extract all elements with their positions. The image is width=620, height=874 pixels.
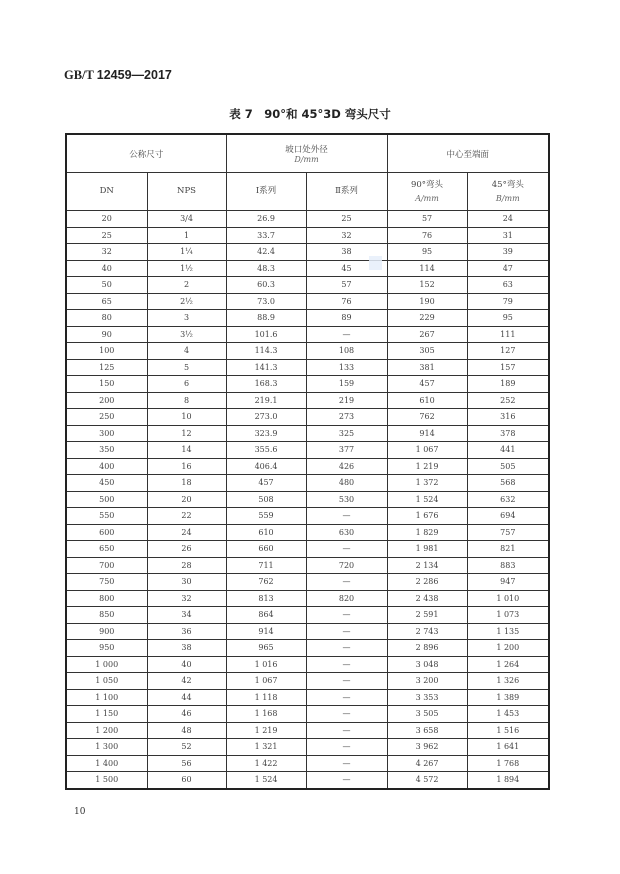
series-2-cell: — bbox=[306, 673, 387, 690]
elbow-45-cell: 1 768 bbox=[467, 755, 549, 772]
table-row bbox=[66, 277, 549, 294]
elbow-45-cell: 1 073 bbox=[467, 607, 549, 624]
series-1-cell: 914 bbox=[226, 623, 306, 640]
series-1-cell: 141.3 bbox=[226, 359, 306, 376]
series-2-cell: 57 bbox=[306, 277, 387, 294]
series-2-cell: — bbox=[306, 623, 387, 640]
nps-cell: 56 bbox=[147, 755, 226, 772]
table-row bbox=[66, 673, 549, 690]
table-body bbox=[66, 211, 549, 789]
nps-cell: 1½ bbox=[147, 260, 226, 277]
series-1-cell: 1 321 bbox=[226, 739, 306, 756]
elbow-45-cell: 821 bbox=[467, 541, 549, 558]
nps-cell: 1¼ bbox=[147, 244, 226, 261]
series-2-cell: 32 bbox=[306, 227, 387, 244]
nps-cell: 3 bbox=[147, 310, 226, 327]
nps-cell: 8 bbox=[147, 392, 226, 409]
dn-cell: 1 400 bbox=[66, 755, 147, 772]
elbow-90-cell: 4 572 bbox=[387, 772, 467, 789]
table-row bbox=[66, 722, 549, 739]
dn-cell: 50 bbox=[66, 277, 147, 294]
elbow-45-cell: 1 010 bbox=[467, 590, 549, 607]
table-row bbox=[66, 310, 549, 327]
nps-cell: 10 bbox=[147, 409, 226, 426]
nps-cell: 60 bbox=[147, 772, 226, 789]
elbow-45-cell: 1 326 bbox=[467, 673, 549, 690]
nps-cell: 2½ bbox=[147, 293, 226, 310]
series-2-cell: — bbox=[306, 722, 387, 739]
series-2-cell: — bbox=[306, 640, 387, 657]
elbow-45-cell: 1 516 bbox=[467, 722, 549, 739]
dn-cell: 150 bbox=[66, 376, 147, 393]
series-1-cell: 26.9 bbox=[226, 211, 306, 228]
series-2-cell: — bbox=[306, 772, 387, 789]
elbow-90-cell: 914 bbox=[387, 425, 467, 442]
elbow-90-cell: 190 bbox=[387, 293, 467, 310]
elbow-45-cell: 24 bbox=[467, 211, 549, 228]
dn-cell: 1 100 bbox=[66, 689, 147, 706]
series-1-cell: 1 168 bbox=[226, 706, 306, 723]
header-series-2: Ⅱ系列 bbox=[306, 173, 387, 211]
nps-cell: 36 bbox=[147, 623, 226, 640]
table-row bbox=[66, 491, 549, 508]
series-2-cell: 159 bbox=[306, 376, 387, 393]
series-1-cell: 864 bbox=[226, 607, 306, 624]
elbow-45-cell: 1 200 bbox=[467, 640, 549, 657]
elbow-45-cell: 694 bbox=[467, 508, 549, 525]
table-row bbox=[66, 755, 549, 772]
series-2-cell: — bbox=[306, 656, 387, 673]
dn-cell: 600 bbox=[66, 524, 147, 541]
nps-cell: 4 bbox=[147, 343, 226, 360]
dn-cell: 300 bbox=[66, 425, 147, 442]
elbow-90-cell: 2 438 bbox=[387, 590, 467, 607]
dn-cell: 450 bbox=[66, 475, 147, 492]
header-nominal-size: 公称尺寸 bbox=[66, 134, 226, 173]
dn-cell: 1 500 bbox=[66, 772, 147, 789]
table-row bbox=[66, 260, 549, 277]
series-2-cell: 76 bbox=[306, 293, 387, 310]
series-1-cell: 762 bbox=[226, 574, 306, 591]
series-2-cell: 219 bbox=[306, 392, 387, 409]
standard-code bbox=[64, 68, 172, 83]
elbow-45-cell: 47 bbox=[467, 260, 549, 277]
table-row bbox=[66, 640, 549, 657]
nps-cell: 44 bbox=[147, 689, 226, 706]
elbow-90-cell: 762 bbox=[387, 409, 467, 426]
series-1-cell: 168.3 bbox=[226, 376, 306, 393]
elbow-90-cell: 76 bbox=[387, 227, 467, 244]
table-row bbox=[66, 376, 549, 393]
series-2-cell: 273 bbox=[306, 409, 387, 426]
elbow-45-cell: 79 bbox=[467, 293, 549, 310]
elbow-90-cell: 610 bbox=[387, 392, 467, 409]
series-1-cell: 42.4 bbox=[226, 244, 306, 261]
elbow-45-cell: 1 264 bbox=[467, 656, 549, 673]
series-2-cell: 25 bbox=[306, 211, 387, 228]
table-row bbox=[66, 656, 549, 673]
nps-cell: 18 bbox=[147, 475, 226, 492]
dn-cell: 750 bbox=[66, 574, 147, 591]
elbow-45-cell: 378 bbox=[467, 425, 549, 442]
elbow-90-cell: 3 200 bbox=[387, 673, 467, 690]
table-row bbox=[66, 607, 549, 624]
nps-cell: 22 bbox=[147, 508, 226, 525]
nps-cell: 3/4 bbox=[147, 211, 226, 228]
elbow-45-cell: 505 bbox=[467, 458, 549, 475]
standard-number: 12459—2017 bbox=[96, 68, 172, 82]
series-1-cell: 660 bbox=[226, 541, 306, 558]
elbow-45-cell: 95 bbox=[467, 310, 549, 327]
nps-cell: 42 bbox=[147, 673, 226, 690]
header-elbow-45-label: 45°弯头 bbox=[491, 179, 524, 190]
table-row bbox=[66, 574, 549, 591]
elbow-90-cell: 95 bbox=[387, 244, 467, 261]
elbow-90-cell: 1 219 bbox=[387, 458, 467, 475]
series-2-cell: 377 bbox=[306, 442, 387, 459]
nps-cell: 32 bbox=[147, 590, 226, 607]
elbow-90-cell: 3 048 bbox=[387, 656, 467, 673]
dn-cell: 700 bbox=[66, 557, 147, 574]
elbow-45-cell: 1 389 bbox=[467, 689, 549, 706]
dn-cell: 950 bbox=[66, 640, 147, 657]
table-row bbox=[66, 359, 549, 376]
elbow-45-cell: 947 bbox=[467, 574, 549, 591]
header-elbow-45-unit: B/mm bbox=[495, 193, 520, 203]
table-row bbox=[66, 623, 549, 640]
series-1-cell: 406.4 bbox=[226, 458, 306, 475]
nps-cell: 26 bbox=[147, 541, 226, 558]
elbow-45-cell: 111 bbox=[467, 326, 549, 343]
series-1-cell: 508 bbox=[226, 491, 306, 508]
series-1-cell: 813 bbox=[226, 590, 306, 607]
dn-cell: 850 bbox=[66, 607, 147, 624]
dn-cell: 400 bbox=[66, 458, 147, 475]
table-row bbox=[66, 293, 549, 310]
elbow-90-cell: 1 981 bbox=[387, 541, 467, 558]
nps-cell: 34 bbox=[147, 607, 226, 624]
nps-cell: 48 bbox=[147, 722, 226, 739]
elbow-45-cell: 441 bbox=[467, 442, 549, 459]
standard-prefix: GB/T bbox=[64, 68, 94, 82]
elbow-90-cell: 2 743 bbox=[387, 623, 467, 640]
header-elbow-90 bbox=[387, 173, 467, 211]
series-1-cell: 219.1 bbox=[226, 392, 306, 409]
nps-cell: 28 bbox=[147, 557, 226, 574]
page-number: 10 bbox=[74, 807, 86, 817]
dn-cell: 200 bbox=[66, 392, 147, 409]
header-outer-diameter bbox=[226, 134, 387, 173]
series-2-cell: 426 bbox=[306, 458, 387, 475]
nps-cell: 52 bbox=[147, 739, 226, 756]
series-2-cell: 720 bbox=[306, 557, 387, 574]
series-2-cell: — bbox=[306, 739, 387, 756]
elbow-90-cell: 1 372 bbox=[387, 475, 467, 492]
table-row bbox=[66, 557, 549, 574]
dn-cell: 65 bbox=[66, 293, 147, 310]
table-row bbox=[66, 475, 549, 492]
series-2-cell: — bbox=[306, 574, 387, 591]
elbow-90-cell: 3 962 bbox=[387, 739, 467, 756]
table-row bbox=[66, 541, 549, 558]
elbow-90-cell: 267 bbox=[387, 326, 467, 343]
dn-cell: 800 bbox=[66, 590, 147, 607]
table-row bbox=[66, 689, 549, 706]
nps-cell: 3½ bbox=[147, 326, 226, 343]
elbow-45-cell: 1 453 bbox=[467, 706, 549, 723]
header-nps: NPS bbox=[147, 173, 226, 211]
header-center-to-end: 中心至端面 bbox=[387, 134, 549, 173]
elbow-90-cell: 4 267 bbox=[387, 755, 467, 772]
dn-cell: 1 000 bbox=[66, 656, 147, 673]
series-2-cell: — bbox=[306, 607, 387, 624]
header-elbow-90-unit: A/mm bbox=[415, 193, 439, 203]
elbow-45-cell: 252 bbox=[467, 392, 549, 409]
header-elbow-90-label: 90°弯头 bbox=[410, 179, 444, 190]
dn-cell: 350 bbox=[66, 442, 147, 459]
dn-cell: 550 bbox=[66, 508, 147, 525]
dn-cell: 1 200 bbox=[66, 722, 147, 739]
table-row bbox=[66, 706, 549, 723]
series-1-cell: 1 118 bbox=[226, 689, 306, 706]
elbow-45-cell: 1 894 bbox=[467, 772, 549, 789]
elbow-90-cell: 1 676 bbox=[387, 508, 467, 525]
series-2-cell: — bbox=[306, 689, 387, 706]
elbow-90-cell: 1 829 bbox=[387, 524, 467, 541]
series-1-cell: 610 bbox=[226, 524, 306, 541]
dn-cell: 1 050 bbox=[66, 673, 147, 690]
nps-cell: 24 bbox=[147, 524, 226, 541]
nps-cell: 46 bbox=[147, 706, 226, 723]
elbow-45-cell: 757 bbox=[467, 524, 549, 541]
series-1-cell: 33.7 bbox=[226, 227, 306, 244]
elbow-45-cell: 568 bbox=[467, 475, 549, 492]
table-row bbox=[66, 326, 549, 343]
header-elbow-45 bbox=[467, 173, 549, 211]
table-row bbox=[66, 458, 549, 475]
dn-cell: 100 bbox=[66, 343, 147, 360]
table-title: 表 7 90°和 45°3D 弯头尺寸 bbox=[229, 107, 391, 121]
table-row bbox=[66, 425, 549, 442]
series-2-cell: 89 bbox=[306, 310, 387, 327]
elbow-90-cell: 2 286 bbox=[387, 574, 467, 591]
elbow-90-cell: 457 bbox=[387, 376, 467, 393]
elbow-45-cell: 63 bbox=[467, 277, 549, 294]
nps-cell: 16 bbox=[147, 458, 226, 475]
elbow-90-cell: 381 bbox=[387, 359, 467, 376]
table-row bbox=[66, 739, 549, 756]
group-header-row bbox=[66, 134, 549, 173]
series-1-cell: 457 bbox=[226, 475, 306, 492]
series-1-cell: 73.0 bbox=[226, 293, 306, 310]
nps-cell: 12 bbox=[147, 425, 226, 442]
elbow-45-cell: 1 641 bbox=[467, 739, 549, 756]
dn-cell: 1 300 bbox=[66, 739, 147, 756]
series-2-cell: 820 bbox=[306, 590, 387, 607]
elbow-45-cell: 632 bbox=[467, 491, 549, 508]
dn-cell: 40 bbox=[66, 260, 147, 277]
elbow-45-cell: 39 bbox=[467, 244, 549, 261]
series-1-cell: 323.9 bbox=[226, 425, 306, 442]
header-dn: DN bbox=[66, 173, 147, 211]
series-2-cell: 630 bbox=[306, 524, 387, 541]
series-1-cell: 1 016 bbox=[226, 656, 306, 673]
table-row bbox=[66, 524, 549, 541]
table-row bbox=[66, 508, 549, 525]
elbow-45-cell: 157 bbox=[467, 359, 549, 376]
table-row bbox=[66, 409, 549, 426]
series-1-cell: 114.3 bbox=[226, 343, 306, 360]
series-1-cell: 101.6 bbox=[226, 326, 306, 343]
elbow-45-cell: 1 135 bbox=[467, 623, 549, 640]
series-2-cell: — bbox=[306, 706, 387, 723]
series-2-cell: 480 bbox=[306, 475, 387, 492]
series-2-cell: 45 bbox=[306, 260, 387, 277]
nps-cell: 40 bbox=[147, 656, 226, 673]
elbow-90-cell: 2 896 bbox=[387, 640, 467, 657]
elbow-90-cell: 3 505 bbox=[387, 706, 467, 723]
series-2-cell: 38 bbox=[306, 244, 387, 261]
table-row bbox=[66, 392, 549, 409]
header-series-1: Ⅰ系列 bbox=[226, 173, 306, 211]
dn-cell: 20 bbox=[66, 211, 147, 228]
series-1-cell: 1 524 bbox=[226, 772, 306, 789]
nps-cell: 2 bbox=[147, 277, 226, 294]
elbow-90-cell: 3 353 bbox=[387, 689, 467, 706]
series-1-cell: 88.9 bbox=[226, 310, 306, 327]
series-1-cell: 559 bbox=[226, 508, 306, 525]
nps-cell: 20 bbox=[147, 491, 226, 508]
dn-cell: 900 bbox=[66, 623, 147, 640]
dn-cell: 500 bbox=[66, 491, 147, 508]
header-outer-diameter-label: 坡口处外径 bbox=[285, 145, 328, 155]
elbow-90-cell: 152 bbox=[387, 277, 467, 294]
series-1-cell: 711 bbox=[226, 557, 306, 574]
series-1-cell: 355.6 bbox=[226, 442, 306, 459]
table-row bbox=[66, 442, 549, 459]
elbow-45-cell: 883 bbox=[467, 557, 549, 574]
series-2-cell: — bbox=[306, 508, 387, 525]
series-1-cell: 60.3 bbox=[226, 277, 306, 294]
dn-cell: 25 bbox=[66, 227, 147, 244]
elbow-45-cell: 31 bbox=[467, 227, 549, 244]
series-1-cell: 273.0 bbox=[226, 409, 306, 426]
elbow-dimensions-table bbox=[65, 133, 550, 790]
nps-cell: 38 bbox=[147, 640, 226, 657]
table-row bbox=[66, 227, 549, 244]
elbow-45-cell: 189 bbox=[467, 376, 549, 393]
dn-cell: 90 bbox=[66, 326, 147, 343]
series-2-cell: — bbox=[306, 326, 387, 343]
series-1-cell: 48.3 bbox=[226, 260, 306, 277]
series-2-cell: 530 bbox=[306, 491, 387, 508]
nps-cell: 14 bbox=[147, 442, 226, 459]
series-2-cell: — bbox=[306, 541, 387, 558]
elbow-90-cell: 229 bbox=[387, 310, 467, 327]
scan-artifact bbox=[369, 256, 382, 270]
elbow-45-cell: 127 bbox=[467, 343, 549, 360]
series-1-cell: 965 bbox=[226, 640, 306, 657]
dn-cell: 250 bbox=[66, 409, 147, 426]
dn-cell: 650 bbox=[66, 541, 147, 558]
nps-cell: 6 bbox=[147, 376, 226, 393]
table-row bbox=[66, 772, 549, 789]
elbow-90-cell: 2 134 bbox=[387, 557, 467, 574]
nps-cell: 5 bbox=[147, 359, 226, 376]
elbow-90-cell: 305 bbox=[387, 343, 467, 360]
dn-cell: 32 bbox=[66, 244, 147, 261]
table-row bbox=[66, 590, 549, 607]
nps-cell: 30 bbox=[147, 574, 226, 591]
dn-cell: 80 bbox=[66, 310, 147, 327]
nps-cell: 1 bbox=[147, 227, 226, 244]
elbow-90-cell: 57 bbox=[387, 211, 467, 228]
column-header-row bbox=[66, 173, 549, 211]
series-2-cell: 325 bbox=[306, 425, 387, 442]
series-1-cell: 1 219 bbox=[226, 722, 306, 739]
series-2-cell: 108 bbox=[306, 343, 387, 360]
elbow-90-cell: 3 658 bbox=[387, 722, 467, 739]
elbow-90-cell: 1 524 bbox=[387, 491, 467, 508]
table-row bbox=[66, 211, 549, 228]
table-row bbox=[66, 244, 549, 261]
elbow-90-cell: 2 591 bbox=[387, 607, 467, 624]
elbow-90-cell: 1 067 bbox=[387, 442, 467, 459]
dn-cell: 125 bbox=[66, 359, 147, 376]
dn-cell: 1 150 bbox=[66, 706, 147, 723]
series-1-cell: 1 422 bbox=[226, 755, 306, 772]
table-row bbox=[66, 343, 549, 360]
series-1-cell: 1 067 bbox=[226, 673, 306, 690]
elbow-90-cell: 114 bbox=[387, 260, 467, 277]
elbow-45-cell: 316 bbox=[467, 409, 549, 426]
header-outer-diameter-unit: D/mm bbox=[294, 155, 319, 164]
series-2-cell: 133 bbox=[306, 359, 387, 376]
series-2-cell: — bbox=[306, 755, 387, 772]
